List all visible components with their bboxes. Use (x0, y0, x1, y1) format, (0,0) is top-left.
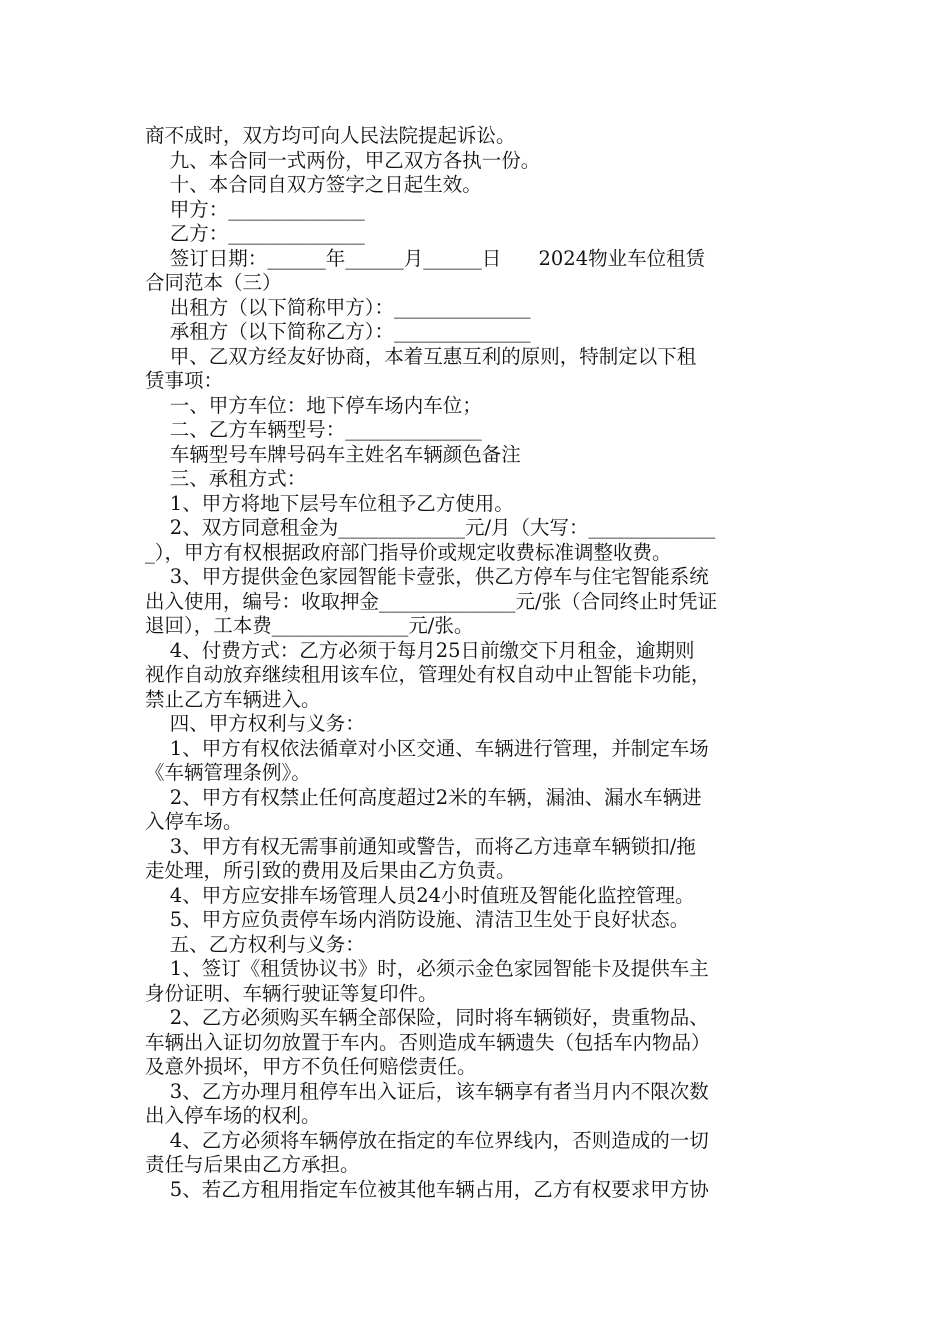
text-line: 退回），工本费______________元/张。 (145, 614, 474, 637)
text-line: 责任与后果由乙方承担。 (145, 1153, 360, 1176)
text-line: 2、双方同意租金为_____________元/月（大写：_____________ (145, 516, 716, 539)
text-line: 4、甲方应安排车场管理人员24小时值班及智能化监控管理。 (145, 883, 695, 907)
text-line: 视作自动放弃继续租用该车位，管理处有权自动中止智能卡功能， (145, 663, 711, 686)
text-line: 商不成时，双方均可向人民法院提起诉讼。 (145, 124, 516, 147)
text-line: 出入使用，编号：收取押金______________元/张（合同终止时凭证 (145, 589, 718, 613)
text-line: 二、乙方车辆型号：______________ (145, 418, 482, 441)
text-line: 《车辆管理条例》。 (145, 761, 311, 784)
text-line: 十、本合同自双方签字之日起生效。 (145, 173, 482, 196)
text-line: 签订日期：______年______月______日 2024物业车位租赁 (145, 246, 706, 270)
text-line: 2、甲方有权禁止任何高度超过2米的车辆，漏油、漏水车辆进 (145, 785, 702, 809)
text-line: 身份证明、车辆行驶证等复印件。 (145, 981, 438, 1005)
text-line: 5、若乙方租用指定车位被其他车辆占用，乙方有权要求甲方协 (145, 1177, 709, 1201)
text-line: 一、甲方车位：地下停车场内车位； (145, 393, 482, 417)
text-line: 出租方（以下简称甲方）：______________ (145, 295, 531, 319)
text-line: 入停车场。 (145, 810, 243, 833)
text-line: 四、甲方权利与义务： (145, 712, 365, 735)
text-line: 5、甲方应负责停车场内消防设施、清洁卫生处于良好状态。 (145, 908, 690, 931)
text-line: _），甲方有权根据政府部门指导价或规定收费标准调整收费。 (145, 540, 672, 564)
text-line: 1、甲方有权依法循章对小区交通、车辆进行管理，并制定车场 (145, 736, 709, 760)
text-line: 九、本合同一式两份，甲乙双方各执一份。 (145, 148, 541, 172)
text-line: 车辆出入证切勿放置于车内。否则造成车辆遗失（包括车内物品） (145, 1030, 711, 1054)
text-line: 及意外损坏，甲方不负任何赔偿责任。 (145, 1055, 477, 1078)
text-line: 3、甲方提供金色家园智能卡壹张，供乙方停车与住宅智能系统 (145, 565, 709, 588)
text-line: 1、甲方将地下层号车位租予乙方使用。 (145, 491, 514, 515)
text-line: 甲方：______________ (145, 197, 365, 221)
text-line: 五、乙方权利与义务： (145, 932, 365, 956)
text-line: 赁事项： (145, 369, 224, 392)
text-line: 4、乙方必须将车辆停放在指定的车位界线内，否则造成的一切 (145, 1128, 709, 1152)
text-line: 甲、乙双方经友好协商，本着互惠互利的原则，特制定以下租 (145, 344, 697, 368)
text-line: 1、签订《租赁协议书》时，必须示金色家园智能卡及提供车主 (145, 957, 709, 980)
text-line: 4、付费方式：乙方必须于每月25日前缴交下月租金，逾期则 (145, 638, 695, 662)
text-line: 走处理，所引致的费用及后果由乙方负责。 (145, 859, 516, 882)
text-line: 出入停车场的权利。 (145, 1104, 321, 1127)
text-line: 车辆型号车牌号码车主姓名车辆颜色备注 (145, 442, 521, 466)
text-line: 3、乙方办理月租停车出入证后，该车辆享有者当月内不限次数 (145, 1079, 709, 1103)
text-line: 三、承租方式： (145, 467, 307, 490)
text-line: 2、乙方必须购买车辆全部保险，同时将车辆锁好，贵重物品、 (145, 1006, 709, 1029)
text-line: 合同范本（三） (145, 271, 282, 294)
document-body (145, 124, 810, 1202)
text-line: 乙方：______________ (145, 222, 365, 245)
text-line: 3、甲方有权无需事前通知或警告，而将乙方违章车辆锁扣/拖 (145, 834, 696, 858)
text-line: 承租方（以下简称乙方）：______________ (145, 320, 531, 343)
text-line: 禁止乙方车辆进入。 (145, 687, 321, 711)
